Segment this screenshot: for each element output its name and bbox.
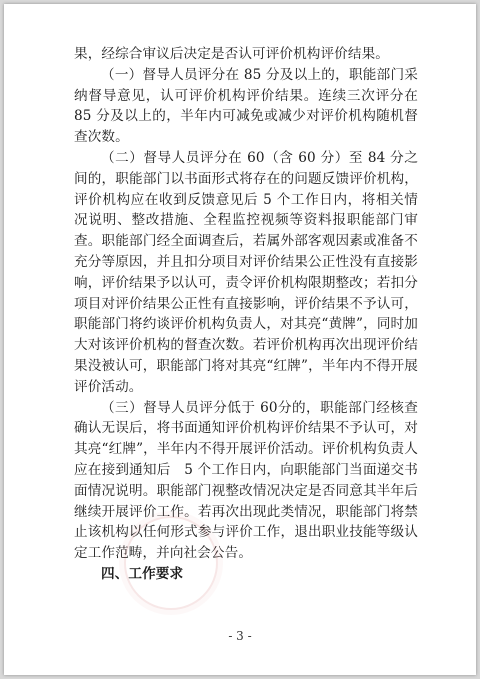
page-number: - 3 -	[228, 629, 252, 643]
paragraph-continuation: 果，经综合审议后决定是否认可评价机构评价结果。	[74, 46, 389, 62]
paragraph-score-below-60: （三）督导人员评分低于 60分的，职能部门经核查确认无误后，将书面通知评价机构评价结果不予认可，对其亮“红牌”，半年内不得开展评价活动。评价机构负责人应在接到通知后 5 个工作日内，向职能部门当面递交书面情况说明。职能部门视整改情况决定是否同意其半年后继续开展评价工作。若再次出现此类情况，职能部门将禁止该机构以任何形式参与评价工作，退出职业技能等级认定工作范畴，并向社会公告。	[74, 399, 418, 562]
document-body	[74, 44, 418, 585]
section-heading: 四、工作要求	[101, 565, 184, 582]
paragraph-score-60-84: （二）督导人员评分在 60（含 60 分）至 84 分之间的，职能部门以书面形式将存在的问题反馈评价机构，评价机构应在收到反馈意见后 5 个工作日内，将相关情况说明、整改措施、全程监控视频等资料报职能部门审查。职能部门经全面调查后，若属外部客观因素或准备不充分等原因，并且扣分项目对评价结果公正性没有直接影响，评价结果予以认可，责令评价机构限期整改；若扣分项目对评价结果公正性有直接影响，评价结果不予认可，职能部门将约谈评价机构负责人，对其亮“黄牌”，同时加大对该评价机构的督查次数。若评价机构再次出现评价结果没被认可，职能部门将对其亮“红牌”，半年内不得开展评价活动。	[74, 149, 418, 395]
paragraph-score-85: （一）督导人员评分在 85 分及以上的，职能部门采纳督导意见，认可评价机构评价结果。连续三次评分在 85 分及以上的，半年内可减免或减少对评价机构随机督查次数。	[74, 66, 418, 146]
document-page	[4, 4, 476, 675]
